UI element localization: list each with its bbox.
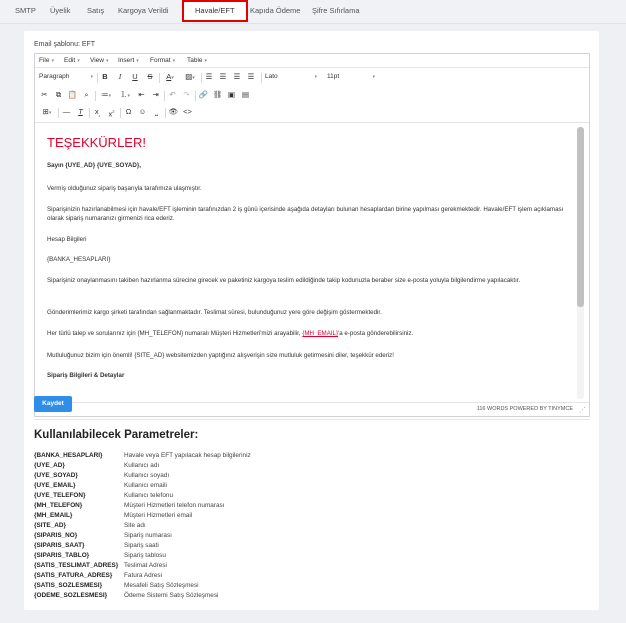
params-title: Kullanılabilecek Parametreler: bbox=[34, 429, 199, 441]
email-paragraph: Mutluluğunuz bizim için önemli! {SITE_AD} websitemizden yaptığınız alışverişin size mutluluk getirmesini diler, teşekkür ederiz! bbox=[47, 352, 394, 359]
section-divider bbox=[34, 419, 590, 420]
special-character-icon[interactable]: Ω bbox=[125, 107, 132, 116]
email-paragraph: Vermiş olduğunuz sipariş başarıyla tarafımıza ulaşmıştır. bbox=[47, 185, 202, 192]
tab-kapida-odeme[interactable]: Kapıda Ödeme bbox=[250, 6, 301, 15]
underline-icon[interactable]: U bbox=[132, 72, 138, 81]
tab-kargoya-verildi[interactable]: Kargoya Verildi bbox=[118, 6, 169, 15]
param-row: {SATIS_SOZLESMESI} Mesafeli Satış Sözleşmesi bbox=[34, 582, 199, 589]
param-row: {SATIS_TESLIMAT_ADRES} Teslimat Adresi bbox=[34, 562, 167, 569]
align-center-icon[interactable]: ☰ bbox=[219, 72, 227, 81]
text-color-icon[interactable]: A▾ bbox=[166, 72, 174, 81]
param-row: {UYE_EMAIL} Kullanıcı emaili bbox=[34, 482, 167, 489]
menu-edit[interactable]: Edit ▾ bbox=[64, 57, 80, 64]
font-size-select[interactable]: 11pt ▾ bbox=[327, 73, 375, 80]
email-link[interactable]: {MH_EMAIL} bbox=[302, 330, 339, 337]
paste-icon[interactable]: 📋 bbox=[67, 90, 78, 99]
preview-icon[interactable]: 👁 bbox=[168, 107, 179, 116]
menu-insert[interactable]: Insert ▾ bbox=[118, 57, 139, 64]
source-code-icon[interactable]: <> bbox=[183, 107, 192, 116]
strikethrough-icon[interactable]: S bbox=[147, 72, 153, 81]
rich-text-editor bbox=[34, 53, 590, 417]
menu-view[interactable]: View ▾ bbox=[90, 57, 109, 64]
email-heading: TEŞEKKÜRLER! bbox=[47, 135, 146, 150]
email-paragraph: Sipariş Bilgileri & Detaylar bbox=[47, 372, 125, 379]
editor-statusbar bbox=[35, 402, 589, 416]
scrollbar-thumb[interactable] bbox=[577, 127, 584, 307]
param-row: {SIPARIS_NO} Sipariş numarası bbox=[34, 532, 172, 539]
subscript-icon[interactable]: $x_{_2}$ bbox=[94, 107, 101, 118]
tab-sifre-sifirlama[interactable]: Şifre Sıfırlama bbox=[312, 6, 360, 15]
emoticons-icon[interactable]: ☺ bbox=[138, 107, 147, 116]
param-row: {UYE_SOYAD} Kullanıcı soyadı bbox=[34, 472, 170, 479]
param-row: {MH_TELEFON} Müşteri Hizmetleri telefon numarası bbox=[34, 502, 225, 509]
toolbar-separator bbox=[58, 108, 59, 118]
toolbar-separator bbox=[201, 73, 202, 83]
email-template-card bbox=[24, 31, 599, 610]
redo-icon[interactable]: ↷ bbox=[183, 90, 190, 99]
tab-uyelik[interactable]: Üyelik bbox=[50, 6, 71, 15]
image-icon[interactable]: ▣ bbox=[227, 90, 236, 99]
toolbar-separator bbox=[95, 91, 96, 101]
toolbar-separator bbox=[195, 91, 196, 101]
word-count: 116 WORDS POWERED BY TINYMCE bbox=[476, 406, 573, 412]
bold-icon[interactable]: B bbox=[102, 72, 108, 81]
param-row: {BANKA_HESAPLARI} Havale veya EFT yapılacak hesap bilgileriniz bbox=[34, 452, 251, 459]
font-family-select[interactable]: Lato ▾ bbox=[265, 73, 317, 80]
toolbar-separator bbox=[159, 73, 160, 83]
param-row: {SIPARIS_SAAT} Sipariş saati bbox=[34, 542, 159, 549]
align-right-icon[interactable]: ☰ bbox=[233, 72, 241, 81]
non-breaking-space-icon[interactable]: ⎵ bbox=[155, 107, 158, 116]
outdent-icon[interactable]: ⇤ bbox=[138, 90, 145, 99]
email-paragraph: Her türlü talep ve sorularınız için {MH_TELEFON} numaralı Müşteri Hizmetleri'mizi arayabilir, {MH_EMAIL}'a e-posta gönderebilirsiniz. bbox=[47, 330, 414, 337]
tab-havale-eft[interactable]: Havale/EFT bbox=[182, 0, 248, 22]
link-icon[interactable]: 🔗 bbox=[198, 90, 209, 99]
email-paragraph: Hesap Bilgileri bbox=[47, 236, 87, 243]
editor-menubar bbox=[35, 54, 589, 68]
toolbar-separator bbox=[164, 91, 165, 101]
unlink-icon[interactable]: ⛓ bbox=[212, 90, 223, 99]
tab-bar bbox=[0, 0, 626, 24]
toolbar-row-2 bbox=[35, 88, 589, 105]
media-icon[interactable]: ▤ bbox=[241, 90, 250, 99]
param-row: {SATIS_FATURA_ADRES} Fatura Adresi bbox=[34, 572, 163, 579]
cut-icon[interactable]: ✂ bbox=[41, 90, 48, 99]
undo-icon[interactable]: ↶ bbox=[169, 90, 176, 99]
menu-format[interactable]: Format ▾ bbox=[150, 57, 176, 64]
block-format-select[interactable]: Paragraph ▾ bbox=[39, 73, 93, 80]
toolbar-separator bbox=[120, 108, 121, 118]
param-row: {SITE_AD} Site adı bbox=[34, 522, 146, 529]
param-row: {ODEME_SOZLESMESI} Ödeme Sistemi Satış Sözleşmesi bbox=[34, 592, 219, 599]
toolbar-row-1 bbox=[35, 70, 589, 87]
align-justify-icon[interactable]: ☰ bbox=[247, 72, 255, 81]
menu-table[interactable]: Table ▾ bbox=[187, 57, 208, 64]
param-row: {UYE_TELEFON} Kullanıcı telefonu bbox=[34, 492, 174, 499]
menu-file[interactable]: File ▾ bbox=[39, 57, 54, 64]
clear-formatting-icon[interactable]: T bbox=[78, 107, 83, 116]
param-row: {SIPARIS_TABLO} Sipariş tablosu bbox=[34, 552, 166, 559]
highlight-color-icon[interactable]: ▨▾ bbox=[185, 72, 195, 81]
content-scrollbar[interactable] bbox=[577, 127, 584, 399]
bullet-list-icon[interactable]: ≔▾ bbox=[100, 90, 111, 99]
align-left-icon[interactable]: ☰ bbox=[205, 72, 213, 81]
indent-icon[interactable]: ⇥ bbox=[152, 90, 159, 99]
param-row: {UYE_AD} Kullanıcı adı bbox=[34, 462, 160, 469]
toolbar-row-3 bbox=[35, 105, 589, 122]
tab-satis[interactable]: Satış bbox=[87, 6, 105, 15]
horizontal-line-icon[interactable]: — bbox=[62, 107, 71, 116]
email-greeting: Sayın {UYE_AD} {UYE_SOYAD}, bbox=[47, 162, 141, 169]
email-paragraph: Siparişinizin hazırlanabilmesi için havale/EFT işleminin tarafınızdan 2 iş günü içerisinde aşağıda detayları bulunan hesaplardan birine yapılması gerekmektedir. Havale/EFT işlem açıklaması olarak sipariş numaranızı girmenizi rica ederiz. bbox=[47, 206, 564, 222]
toolbar-separator bbox=[89, 108, 90, 118]
toolbar-separator bbox=[165, 108, 166, 118]
editor-content-area[interactable] bbox=[35, 122, 589, 403]
italic-icon[interactable]: I bbox=[118, 72, 122, 81]
email-paragraph: {BANKA_HESAPLARI} bbox=[47, 256, 111, 263]
toolbar-separator bbox=[97, 73, 98, 83]
toolbar-separator bbox=[261, 73, 262, 83]
email-paragraph: Siparişiniz onaylanmasını takiben hazırlanma sürecine girecek ve paketiniz kargoya teslim edildiğinde takip kodunuzla beraber size e-posta yoluyla bilgilendirme yapılacaktır. bbox=[47, 277, 521, 284]
email-paragraph: Gönderimlerimiz kargo şirketi tarafından sağlanmaktadır. Teslimat süresi, bulunduğunuz yere göre değişim göstermektedir. bbox=[47, 309, 382, 316]
template-label: Email şablonu: EFT bbox=[34, 41, 96, 48]
numbered-list-icon[interactable]: ⒈▾ bbox=[119, 90, 130, 99]
tab-smtp[interactable]: SMTP bbox=[15, 6, 36, 15]
table-icon[interactable]: ⊞▾ bbox=[42, 107, 52, 116]
copy-icon[interactable]: ⧉ bbox=[55, 90, 62, 99]
find-icon[interactable]: ⌕ bbox=[84, 90, 89, 99]
param-row: {MH_EMAIL} Müşteri Hizmetleri email bbox=[34, 512, 193, 519]
superscript-icon[interactable]: $x^2$ bbox=[108, 109, 115, 119]
resize-handle-icon[interactable]: ⋰ bbox=[579, 407, 586, 414]
save-button[interactable]: Kaydet bbox=[34, 396, 72, 412]
